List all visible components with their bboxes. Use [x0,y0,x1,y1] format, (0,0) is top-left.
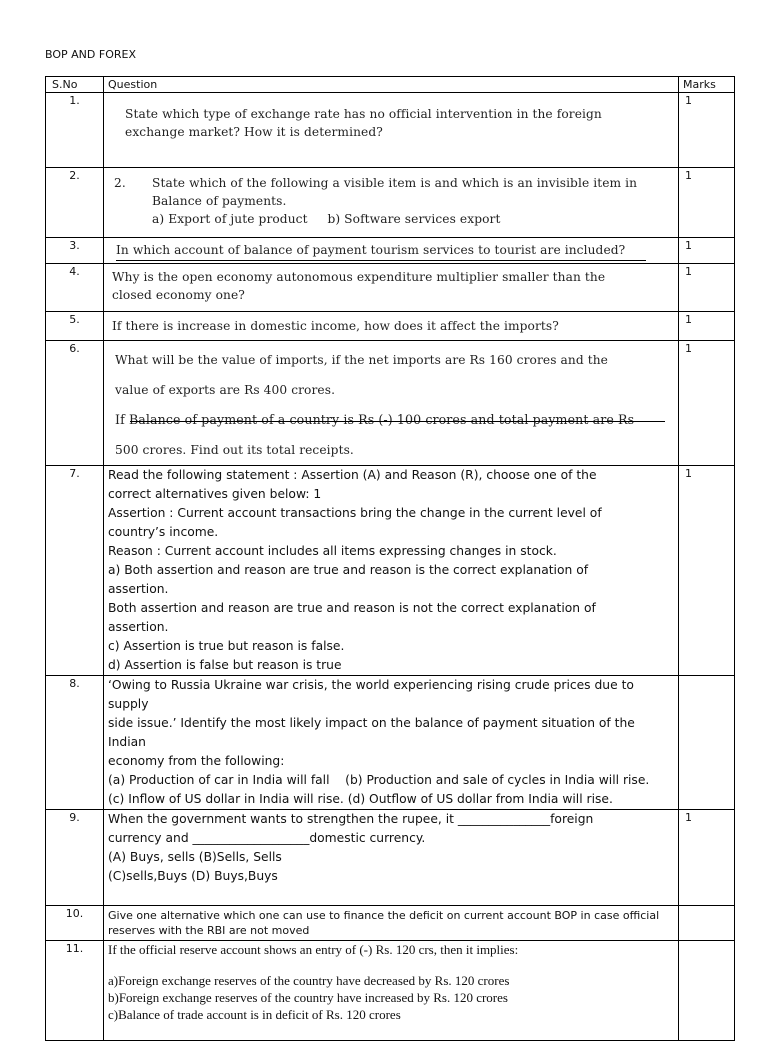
question-line: closed economy one? [112,288,245,302]
question-text [104,810,679,906]
table-row [46,941,735,1041]
question-line: 500 crores. Find out its total receipts. [115,443,354,457]
question-line: d) Assertion is false but reason is true [108,658,342,672]
question-number: 9. [46,810,104,906]
table-row [46,906,735,941]
question-number: 8. [46,676,104,810]
question-text [104,941,679,1041]
question-text [104,676,679,810]
header-sno: S.No [46,77,104,93]
question-line: Reason : Current account includes all items expressing changes in stock. [108,544,557,558]
question-line: c)Balance of trade account is in deficit of Rs. 120 crores [108,1007,401,1022]
question-line: State which of the following a visible item is and which is an invisible item in [152,176,638,190]
question-line: Read the following statement : Assertion (A) and Reason (R), choose one of the [108,468,597,482]
question-line: exchange market? How it is determined? [125,125,383,139]
question-line: a) Export of jute product b) Software services export [152,212,501,226]
question-line: c) Assertion is true but reason is false. [108,639,345,653]
question-text [104,466,679,676]
question-text [104,341,679,466]
question-text [104,93,679,168]
question-line: a) Both assertion and reason are true and reason is the correct explanation of [108,563,589,577]
question-line: In which account of balance of payment tourism services to tourist are included? [116,243,626,257]
table-row [46,168,735,238]
question-number: 6. [46,341,104,466]
question-line: If the official reserve account shows an entry of (-) Rs. 120 crs, then it implies: [108,942,519,957]
question-line: country’s income. [108,525,219,539]
question-line: Give one alternative which one can use to finance the deficit on current account BOP in case official [108,909,660,922]
question-line: a)Foreign exchange reserves of the country have decreased by Rs. 120 crores [108,973,510,988]
question-text [104,238,679,264]
question-marks: 1 [679,168,735,238]
question-line: Balance of payments. [152,194,287,208]
question-line: ‘Owing to Russia Ukraine war crisis, the world experiencing rising crude prices due to supply [108,678,634,711]
question-marks [679,676,735,810]
question-line: Why is the open economy autonomous expenditure multiplier smaller than the [112,270,606,284]
question-number: 11. [46,941,104,1041]
question-number: 5. [46,312,104,341]
document-title: BOP AND FOREX [45,48,136,61]
question-line: If Balance of payment of a country is Rs (-) 100 crores and total payment are Rs [115,412,635,427]
table-row [46,264,735,312]
question-line: assertion. [108,620,169,634]
question-marks: 1 [679,466,735,676]
question-line: reserves with the RBI are not moved [108,924,310,937]
question-marks [679,941,735,1041]
table-row [46,676,735,810]
table-header-row [46,77,735,93]
table-row [46,238,735,264]
question-number: 7. [46,466,104,676]
table-row [46,810,735,906]
question-line: correct alternatives given below: 1 [108,487,322,501]
question-line: What will be the value of imports, if the net imports are Rs 160 crores and the [115,353,608,367]
question-text [104,906,679,941]
question-line: Both assertion and reason are true and reason is not the correct explanation of [108,601,596,615]
table-row [46,341,735,466]
question-number: 2. [46,168,104,238]
question-text [104,168,679,238]
question-number: 3. [46,238,104,264]
question-number: 1. [46,93,104,168]
question-marks: 1 [679,312,735,341]
question-marks: 1 [679,264,735,312]
question-marks [679,906,735,941]
question-text [104,312,679,341]
question-line: side issue.’ Identify the most likely impact on the balance of payment situation of the Indian [108,716,635,749]
question-marks: 1 [679,93,735,168]
question-line: (a) Production of car in India will fall (b) Production and sale of cycles in India will rise. [108,773,650,787]
table-row [46,93,735,168]
question-line: value of exports are Rs 400 crores. [115,383,336,397]
scan-underline [116,260,646,261]
question-marks: 1 [679,341,735,466]
question-number: 4. [46,264,104,312]
question-line: (c) Inflow of US dollar in India will rise. (d) Outflow of US dollar from India will rise. [108,792,613,806]
question-line: (A) Buys, sells (B)Sells, Sells [108,850,282,864]
question-line: b)Foreign exchange reserves of the country have increased by Rs. 120 crores [108,990,508,1005]
question-line: currency and ___________________domestic currency. [108,831,426,845]
header-question: Question [104,77,679,93]
question-line: If there is increase in domestic income, how does it affect the imports? [112,319,559,333]
question-marks: 1 [679,810,735,906]
question-line: State which type of exchange rate has no official intervention in the foreign [125,107,602,121]
question-marks: 1 [679,238,735,264]
question-line: When the government wants to strengthen the rupee, it _______________foreign [108,812,594,826]
question-text [104,264,679,312]
question-line: (C)sells,Buys (D) Buys,Buys [108,869,278,883]
scan-rule [130,421,665,422]
question-line: assertion. [108,582,169,596]
header-marks: Marks [679,77,735,93]
table-row [46,312,735,341]
question-line: Assertion : Current account transactions bring the change in the current level of [108,506,602,520]
question-line: economy from the following: [108,754,285,768]
table-row [46,466,735,676]
question-number: 10. [46,906,104,941]
question-prefix: 2. [114,176,126,190]
question-table [45,76,735,1041]
